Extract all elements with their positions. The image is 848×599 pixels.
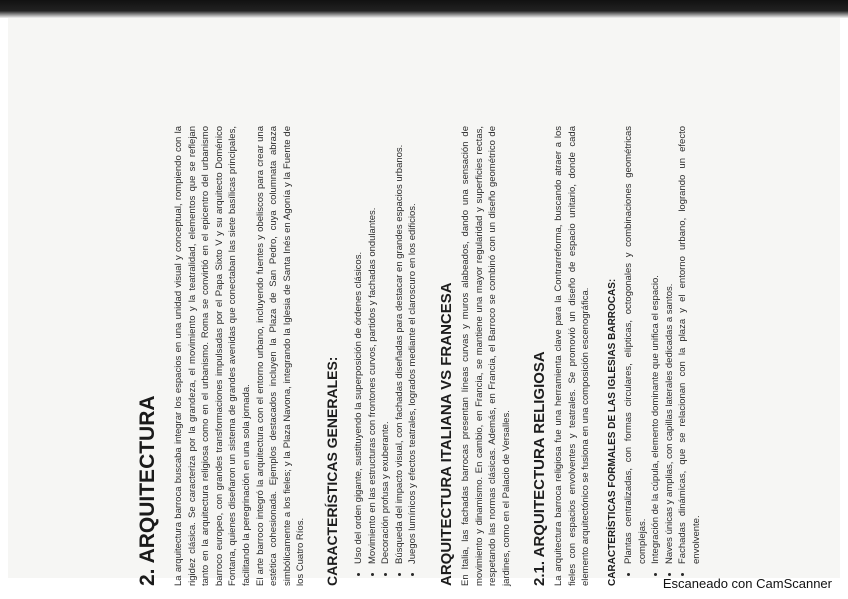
- list-item: • Fachadas dinámicas, que se relacionan con la plaza y el entorno urbano, logrando un efecto envolvente.: [676, 126, 703, 564]
- religious-architecture-paragraph: La arquitectura barroca religiosa fue una herramienta clave para la Contrarreforma, buscando atraer a los fieles con espacios envolventes y teatrales. Se promovió un diseño de espacio unitario, donde cada elemento arquitectónico se fusiona en una composición escenográfica.: [553, 126, 592, 586]
- scanner-watermark: Escaneado con CamScanner: [662, 576, 832, 591]
- list-item: • Decoración profusa y exuberante.: [379, 126, 393, 564]
- formal-characteristics-heading: CARACTERÍSTICAS FORMALES DE LAS IGLESIAS BARROCAS:: [607, 278, 619, 586]
- list-item: • Juegos lumínicos y efectos teatrales, logrados mediante el claroscuro en los edificios.: [406, 126, 420, 564]
- list-item: • Naves únicas y amplias, con capillas laterales dedicadas a santos.: [663, 126, 677, 564]
- list-item: • Uso del orden gigante, sustituyendo la superposición de órdenes clásicos.: [352, 126, 366, 564]
- general-characteristics-heading: CARACTERÍSTICAS GENERALES:: [323, 356, 340, 586]
- list-item: • Integración de la cúpula, elemento dominante que unifica el espacio.: [649, 126, 663, 564]
- list-item: • Movimiento en las estructuras con frontones curvos, partidos y fachadas ondulantes.: [366, 126, 380, 564]
- intro-paragraph-2: El arte barroco integró la arquitectura con el entorno urbano, incluyendo fuentes y obeliscos para crear una estética cohesionada. Ejemplos destacados incluyen la Plaza de San Pedro, cuya columnata abraza simbólicamente a los fieles; y la Plaza Navona, integrando la Iglesia de Santa Inés en Agonía y la Fuente de los Cuatro Ríos.: [254, 126, 307, 586]
- list-item: • Búsqueda del impacto visual, con fachadas diseñadas para destacar en grandes espacios urbanos.: [393, 126, 407, 564]
- general-characteristics-list: [352, 126, 420, 586]
- rotated-document-content: [136, 126, 796, 586]
- scan-top-shadow: [0, 0, 848, 18]
- formal-characteristics-list: [622, 126, 704, 586]
- religious-architecture-heading: 2.1. ARQUITECTURA RELIGIOSA: [531, 351, 549, 586]
- italian-french-paragraph: En Italia, las fachadas barrocas presentan líneas curvas y muros alabeados, dando una sensación de movimiento y dinamismo. En cambio, en Francia, se mantiene una mayor regularidad y superficies rectas, respetando las normas clásicas. Además, en Francia, el Barroco se combinó con un diseño geométrico de jardines, como en el Palacio de Versalles.: [459, 126, 512, 586]
- page-title: 2. ARQUITECTURA: [136, 395, 159, 586]
- italian-french-heading: ARQUITECTURA ITALIANA VS FRANCESA: [437, 282, 455, 586]
- intro-paragraph-1: La arquitectura barroca buscaba integrar los espacios en una unidad visual y conceptual, rompiendo con la rigidez clásica. Se caracteriza por la grandeza, el movimiento y la teatralidad, elementos que se reflejan tanto en la arquitectura religiosa como en el urbanismo. Roma se convirtió en el epicentro del urbanismo barroco europeo, con grandes transformaciones impulsadas por el Papa Sixto V y su arquitecto Doménico Fontana, quienes diseñaron un sistema de grandes avenidas que conectaban las siete basílicas principales, facilitando la peregrinación en una sola jornada.: [173, 126, 252, 586]
- list-item: • Plantas centralizadas, con formas circulares, elípticas, octogonales y combinaciones geométricas complejas.: [622, 126, 649, 564]
